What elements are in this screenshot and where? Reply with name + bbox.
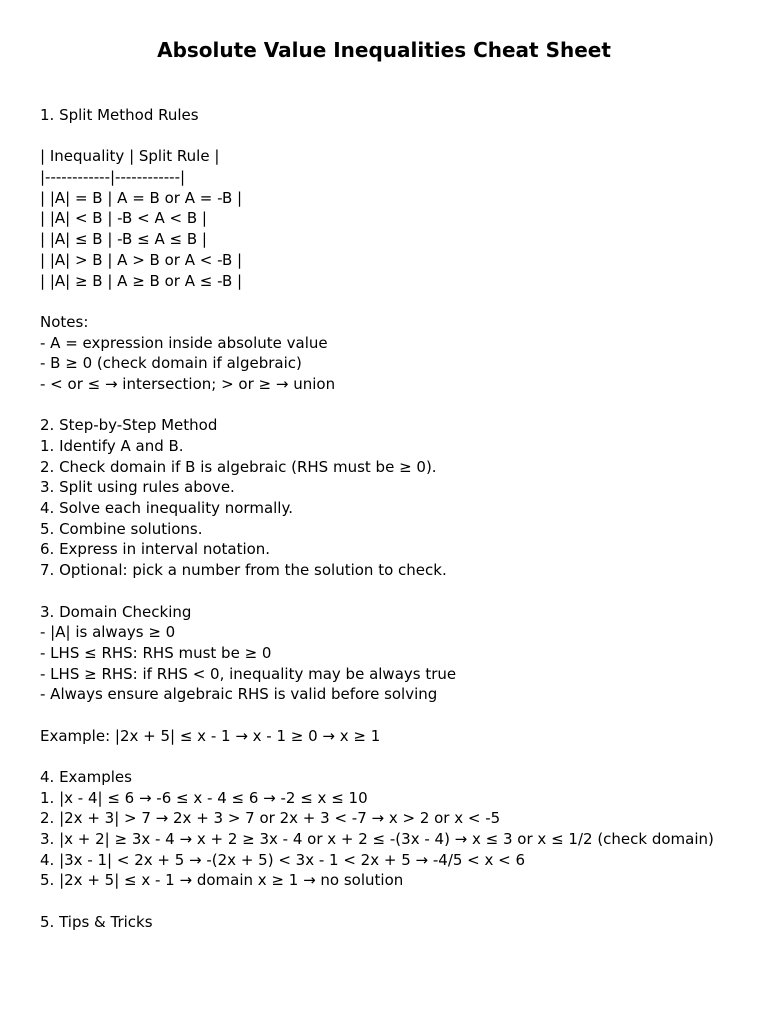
text-line: | |A| ≤ B | -B ≤ A ≤ B | bbox=[40, 230, 207, 249]
text-line: 3. Split using rules above. bbox=[40, 478, 235, 497]
blank-line bbox=[40, 705, 730, 726]
blank-line bbox=[40, 126, 730, 147]
text-line: Notes: bbox=[40, 312, 89, 331]
text-line: 3. |x + 2| ≥ 3x - 4 → x + 2 ≥ 3x - 4 or x + 2 ≤ -(3x - 4) → x ≤ 3 or x ≤ 1/2 (check domain) bbox=[40, 830, 714, 849]
text-line: - |A| is always ≥ 0 bbox=[40, 623, 176, 642]
text-line: 1. |x - 4| ≤ 6 → -6 ≤ x - 4 ≤ 6 → -2 ≤ x ≤ 10 bbox=[40, 788, 368, 807]
text-line: 1. Split Method Rules bbox=[40, 106, 199, 124]
text-line: 5. Combine solutions. bbox=[40, 519, 203, 538]
text-line: - B ≥ 0 (check domain if algebraic) bbox=[40, 354, 302, 373]
text-line: |------------|------------| bbox=[40, 168, 186, 187]
text-line: - LHS ≤ RHS: RHS must be ≥ 0 bbox=[40, 643, 272, 662]
text-line: 7. Optional: pick a number from the solution to check. bbox=[40, 561, 447, 580]
text-line: | |A| > B | A > B or A < -B | bbox=[40, 250, 243, 269]
text-line: | |A| = B | A = B or A = -B | bbox=[40, 188, 243, 207]
text-line: Example: |2x + 5| ≤ x - 1 → x - 1 ≥ 0 → x ≥ 1 bbox=[40, 726, 381, 745]
blank-line bbox=[40, 891, 730, 912]
text-line: 2. Step-by-Step Method bbox=[40, 416, 218, 435]
text-line: - LHS ≥ RHS: if RHS < 0, inequality may be always true bbox=[40, 664, 457, 683]
text-line: 4. Solve each inequality normally. bbox=[40, 499, 293, 518]
blank-line bbox=[40, 291, 730, 312]
text-line: | Inequality | Split Rule | bbox=[40, 147, 220, 166]
blank-line bbox=[40, 395, 730, 416]
text-line: - < or ≤ → intersection; > or ≥ → union bbox=[40, 374, 336, 393]
text-line: 3. Domain Checking bbox=[40, 602, 192, 621]
blank-line bbox=[40, 581, 730, 602]
text-line: 5. |2x + 5| ≤ x - 1 → domain x ≥ 1 → no solution bbox=[40, 871, 404, 890]
text-line: 5. Tips & Tricks bbox=[40, 912, 153, 931]
text-line: 6. Express in interval notation. bbox=[40, 540, 271, 559]
text-line: - A = expression inside absolute value bbox=[40, 333, 328, 352]
text-line: 4. Examples bbox=[40, 768, 132, 786]
document-title: Absolute Value Inequalities Cheat Sheet bbox=[157, 38, 611, 62]
text-line: 2. |2x + 3| > 7 → 2x + 3 > 7 or 2x + 3 < -7 → x > 2 or x < -5 bbox=[40, 809, 501, 828]
text-line: - Always ensure algebraic RHS is valid before solving bbox=[40, 685, 438, 704]
text-line: | |A| ≥ B | A ≥ B or A ≤ -B | bbox=[40, 271, 243, 290]
text-line: 2. Check domain if B is algebraic (RHS must be ≥ 0). bbox=[40, 457, 437, 476]
text-line: 1. Identify A and B. bbox=[40, 437, 184, 455]
text-line: | |A| < B | -B < A < B | bbox=[40, 209, 207, 228]
blank-line bbox=[40, 746, 730, 767]
document-body bbox=[40, 105, 730, 933]
text-line: 4. |3x - 1| < 2x + 5 → -(2x + 5) < 3x - 1 < 2x + 5 → -4/5 < x < 6 bbox=[40, 850, 526, 869]
